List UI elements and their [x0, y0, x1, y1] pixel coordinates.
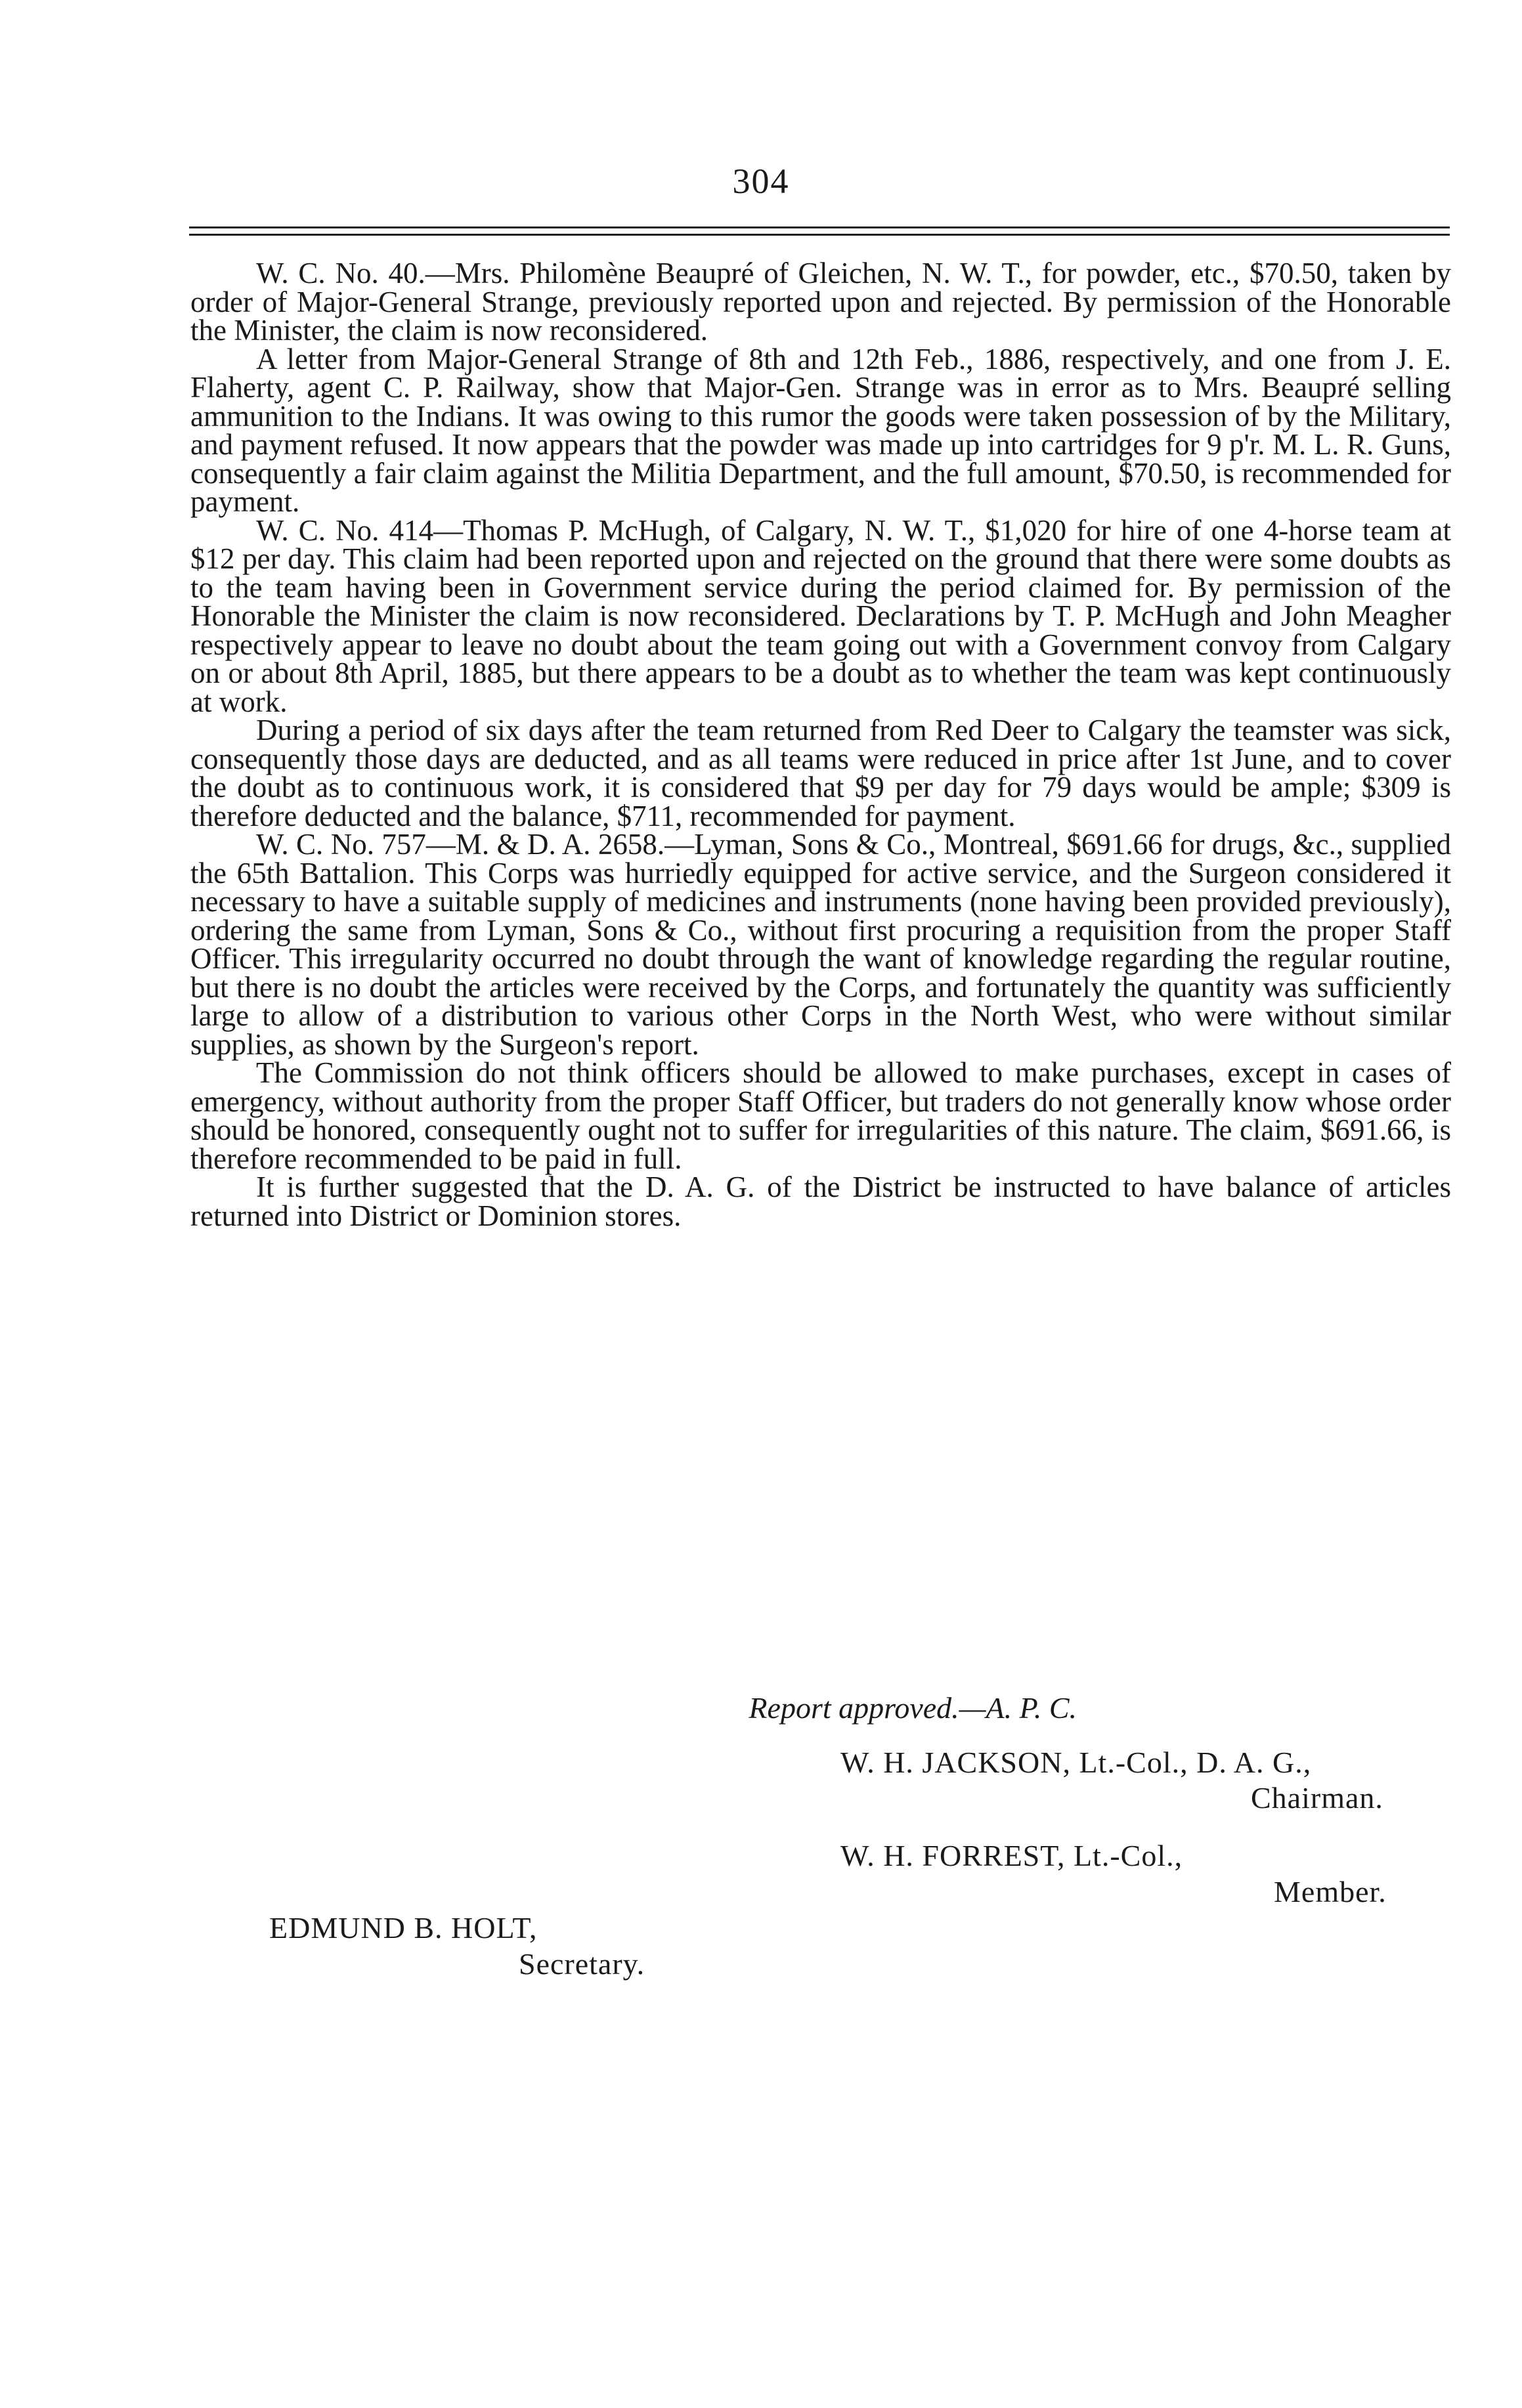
paragraph: A letter from Major-General Strange of 8th and 12th Feb., 1886, respectively, and one from J. E. Flaherty, agent C. P. Railway, show that Major-Gen. Strange was in error as to Mrs. Beaupré selling ammunition to the Indians. It was owing to this rumor the goods were taken possession of by the Military, and payment refused. It now appears that the powder was made up into cartridges for 9 p'r. M. L. R. Guns, consequently a fair claim against the Militia Department, and the full amount, $70.50, is recommended for payment.	[190, 342, 1451, 518]
body-text	[190, 259, 1451, 1230]
signatory-role-member: Member.	[1274, 1875, 1387, 1908]
signatory-name-secretary: EDMUND B. HOLT,	[269, 1911, 538, 1945]
report-approval: Report approved.—A. P. C.	[749, 1691, 1077, 1725]
paragraph: The Commission do not think officers should be allowed to make purchases, except in cases of emergency, without authority from the proper Staff Officer, but traders do not generally know whose order should be honored, consequently ought not to suffer for irregularities of this nature. The claim, $691.66, is therefore recommended to be paid in full.	[190, 1056, 1451, 1175]
paragraph: It is further suggested that the D. A. G. of the District be instructed to have balance of articles returned into District or Dominion stores.	[190, 1171, 1451, 1232]
signatory-name-chairman: W. H. JACKSON, Lt.-Col., D. A. G.,	[840, 1746, 1312, 1779]
header-rule-top	[189, 226, 1450, 228]
paragraph: W. C. No. 757—M. & D. A. 2658.—Lyman, Sons & Co., Montreal, $691.66 for drugs, &c., supplied the 65th Battalion. This Corps was hurriedly equipped for active service, and the Surgeon considered it necessary to have a suitable supply of medicines and instruments (none having been provided previously), ordering the same from Lyman, Sons & Co., without first procuring a requisition from the proper Staff Officer. This irregularity occurred no doubt through the want of knowledge regarding the regular routine, but there is no doubt the articles were received by the Corps, and fortunately the quantity was sufficiently large to allow of a distribution to various other Corps in the North West, who were without similar supplies, as shown by the Surgeon's report.	[190, 828, 1451, 1061]
page-number: 304	[732, 161, 790, 201]
signatory-role-chairman: Chairman.	[1251, 1781, 1383, 1815]
paragraph: W. C. No. 40.—Mrs. Philomène Beaupré of Gleichen, N. W. T., for powder, etc., $70.50, taken by order of Major-General Strange, previously reported upon and rejected. By permission of the Honorable the Minister, the claim is now reconsidered.	[190, 257, 1451, 347]
signatory-role-secretary: Secretary.	[519, 1947, 645, 1981]
paragraph: During a period of six days after the team returned from Red Deer to Calgary the teamster was sick, consequently those days are deducted, and as all teams were reduced in price after 1st June, and to cover the doubt as to continuous work, it is considered that $9 per day for 79 days would be ample; $309 is therefore deducted and the balance, $711, recommended for payment.	[190, 714, 1451, 832]
signatory-name-member: W. H. FORREST, Lt.-Col.,	[840, 1839, 1183, 1872]
header-rule-bottom	[189, 234, 1450, 236]
paragraph: W. C. No. 414—Thomas P. McHugh, of Calgary, N. W. T., $1,020 for hire of one 4-horse team at $12 per day. This claim had been reported upon and rejected on the ground that there were some doubts as to the team having been in Government service during the period claimed for. By permission of the Honorable the Minister the claim is now reconsidered. Declarations by T. P. McHugh and John Meagher respectively appear to leave no doubt about the team going out with a Government convoy from Calgary on or about 8th April, 1885, but there appears to be a doubt as to whether the team was kept continuously at work.	[190, 513, 1451, 718]
